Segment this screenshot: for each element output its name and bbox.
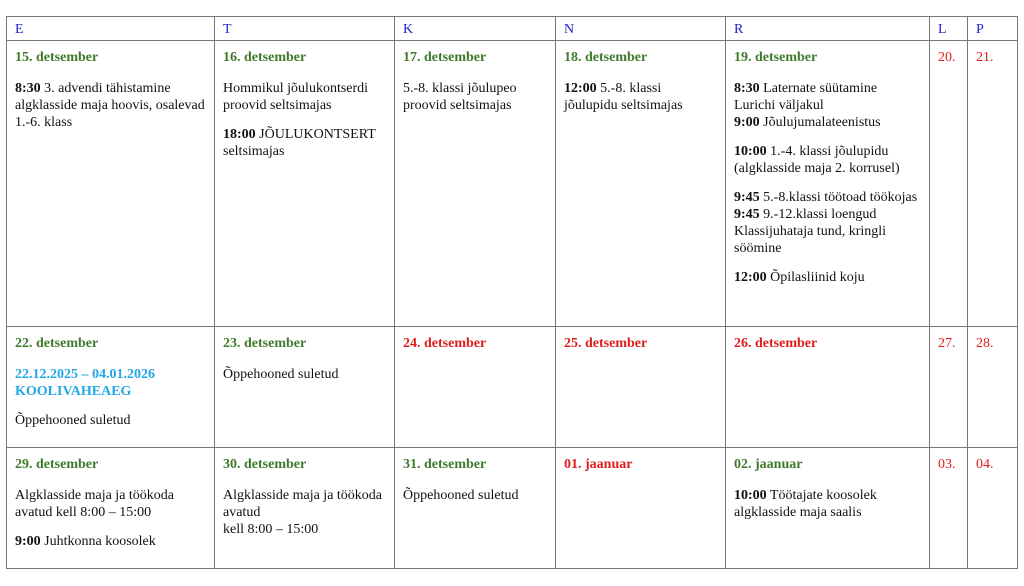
weekday-header: K (395, 17, 556, 41)
week-row (7, 327, 1018, 448)
day-cell (930, 448, 968, 569)
event (734, 269, 921, 286)
week-row (7, 448, 1018, 569)
event-text: 1.-4. klassi jõulupidu (algklasside maja 2. korrusel) (734, 144, 900, 176)
day-number: 27. (938, 336, 956, 351)
event: 5.-8. klassi jõulupeo proovid seltsimajas (403, 81, 517, 113)
event-time: 18:00 (223, 127, 256, 142)
event (734, 206, 921, 257)
day-date: 02. jaanuar (734, 457, 803, 472)
event-time: 8:30 (734, 81, 760, 96)
day-cell (215, 448, 395, 569)
day-date: 19. detsember (734, 50, 818, 65)
event-text: JÕULUKONTSERT seltsimajas (223, 127, 376, 159)
weekday-header: T (215, 17, 395, 41)
day-cell (395, 448, 556, 569)
day-cell (395, 327, 556, 448)
event-time: 10:00 (734, 488, 767, 503)
event-time: 10:00 (734, 144, 767, 159)
event: Hommikul jõulukontserdi proovid seltsimajas (223, 81, 369, 113)
event-time: 12:00 (564, 81, 597, 96)
day-date: 16. detsember (223, 50, 307, 65)
event-text: Juhtkonna koosolek (40, 534, 156, 549)
day-cell (556, 448, 726, 569)
day-cell (930, 327, 968, 448)
day-cell (215, 41, 395, 327)
event (734, 80, 921, 114)
event (223, 126, 386, 160)
weekday-header: N (556, 17, 726, 41)
event-text: 5.-8.klassi töötoad töökojas (759, 190, 918, 205)
day-cell (215, 327, 395, 448)
day-date: 17. detsember (403, 50, 487, 65)
day-date: 31. detsember (403, 457, 487, 472)
day-cell (968, 448, 1018, 569)
vacation-label: KOOLIVAHEAEG (15, 384, 132, 399)
day-cell (7, 41, 215, 327)
event-time: 12:00 (734, 270, 767, 285)
day-date: 23. detsember (223, 336, 307, 351)
day-date: 15. detsember (15, 50, 99, 65)
vacation-dates: 22.12.2025 – 04.01.2026 (15, 367, 155, 382)
event-time: 9:45 (734, 190, 760, 205)
schedule-table (6, 16, 1018, 569)
day-date: 25. detsember (564, 336, 648, 351)
event-time: 9:45 (734, 207, 760, 222)
event: Õppehooned suletud (223, 367, 339, 382)
event (734, 189, 921, 206)
event (15, 80, 206, 131)
day-date: 01. jaanuar (564, 457, 633, 472)
weekday-header-row (7, 17, 1018, 41)
day-cell (7, 327, 215, 448)
day-cell (556, 41, 726, 327)
day-cell (968, 327, 1018, 448)
day-date: 24. detsember (403, 336, 487, 351)
event-text: 5.-8. klassi jõulupidu seltsimajas (564, 81, 683, 113)
event-text: Jõulujumalateenistus (759, 115, 881, 130)
event-text: Laternate süütamine Lurichi väljakul (734, 81, 878, 113)
day-cell (930, 41, 968, 327)
day-number: 28. (976, 336, 994, 351)
day-number: 20. (938, 50, 956, 65)
day-cell (7, 448, 215, 569)
event (15, 533, 206, 550)
day-number: 04. (976, 457, 994, 472)
day-date: 22. detsember (15, 336, 99, 351)
event: Algklasside maja ja töökoda avatud (223, 488, 383, 520)
day-date: 18. detsember (564, 50, 648, 65)
event-text: 9.-12.klassi loengud Klassijuhataja tund, kringli söömine (734, 207, 887, 256)
event-text: 3. advendi tähistamine algklasside maja hoovis, osalevad 1.-6. klass (15, 81, 205, 130)
day-cell (968, 41, 1018, 327)
weekday-header: E (7, 17, 215, 41)
day-cell (726, 41, 930, 327)
event (734, 143, 921, 177)
weekday-header: L (930, 17, 968, 41)
event (734, 487, 921, 521)
event-text: Töötajate koosolek algklasside maja saalis (734, 488, 877, 520)
day-cell (726, 327, 930, 448)
week-row (7, 41, 1018, 327)
event: Õppehooned suletud (403, 488, 519, 503)
day-cell (556, 327, 726, 448)
event-time: 9:00 (15, 534, 41, 549)
event: Algklasside maja ja töökoda avatud kell 8:00 – 15:00 (15, 488, 175, 520)
event-time: 8:30 (15, 81, 41, 96)
event (564, 80, 717, 114)
day-cell (395, 41, 556, 327)
event: Õppehooned suletud (15, 413, 131, 428)
event-time: 9:00 (734, 115, 760, 130)
day-number: 21. (976, 50, 994, 65)
event-text: Õpilasliinid koju (766, 270, 865, 285)
day-date: 26. detsember (734, 336, 818, 351)
event (734, 114, 921, 131)
day-number: 03. (938, 457, 956, 472)
event: kell 8:00 – 15:00 (223, 522, 319, 537)
day-date: 30. detsember (223, 457, 307, 472)
weekday-header: R (726, 17, 930, 41)
day-date: 29. detsember (15, 457, 99, 472)
day-cell (726, 448, 930, 569)
weekday-header: P (968, 17, 1018, 41)
